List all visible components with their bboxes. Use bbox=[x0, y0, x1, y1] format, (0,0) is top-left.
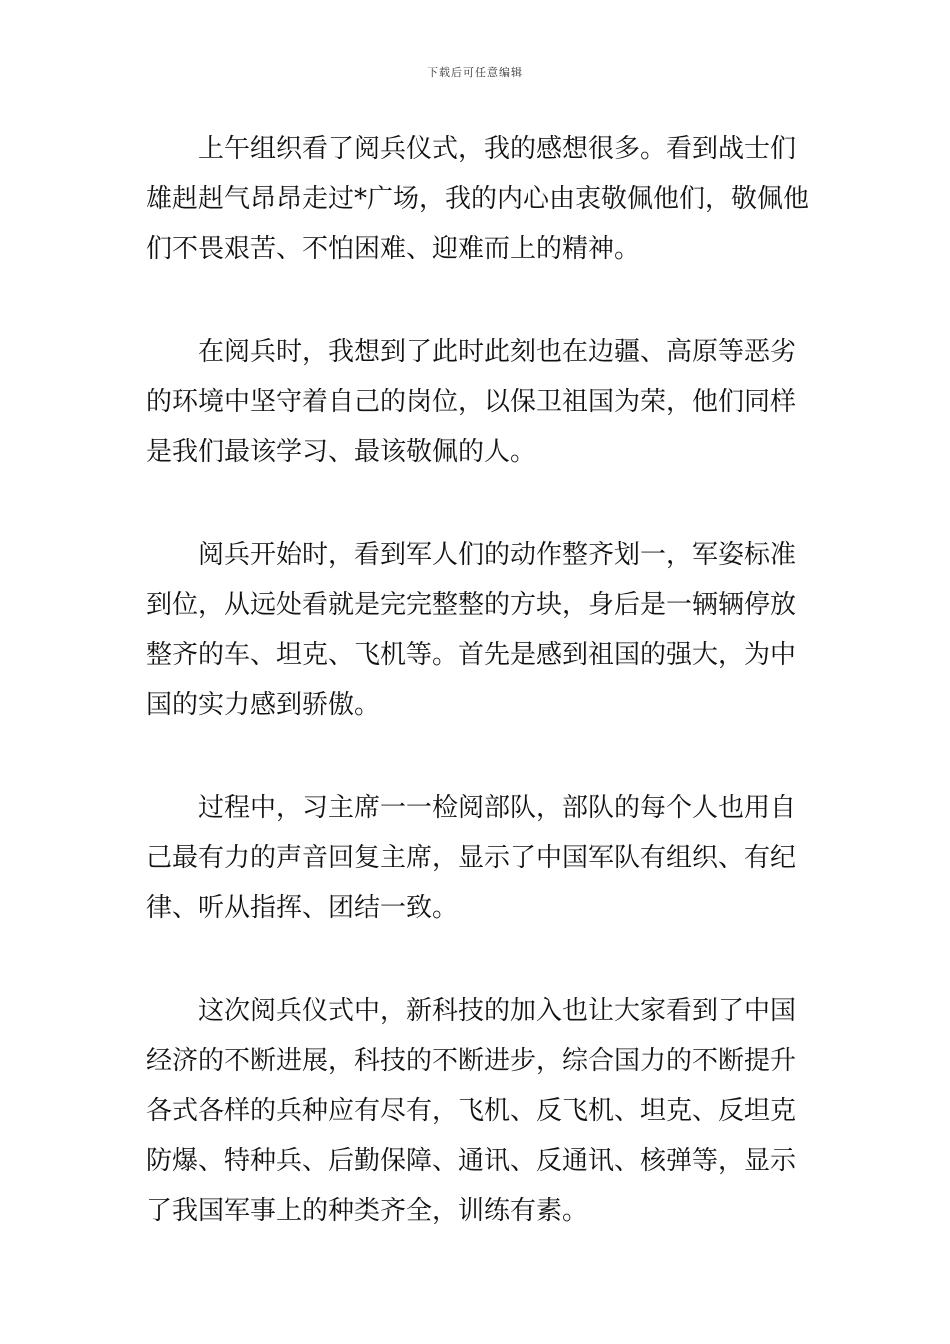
paragraph-line: 们不畏艰苦、不怕困难、迎难而上的精神。 bbox=[146, 234, 641, 264]
paragraph-line: 各式各样的兵种应有尽有，飞机、反飞机、坦克、反坦克 bbox=[146, 1096, 797, 1126]
paragraph-line: 阅兵开始时，看到军人们的动作整齐划一，军姿标准 bbox=[198, 540, 797, 570]
paragraph-1 bbox=[146, 124, 810, 274]
paragraph-3 bbox=[146, 530, 806, 730]
paragraph-line: 己最有力的声音回复主席，显示了中国军队有组织、有纪 bbox=[146, 843, 797, 873]
paragraph-line: 的环境中坚守着自己的岗位，以保卫祖国为荣，他们同样 bbox=[146, 387, 797, 417]
document-body bbox=[146, 124, 810, 1289]
paragraph-line: 雄赳赳气昂昂走过*广场，我的内心由衷敬佩他们，敬佩他 bbox=[146, 184, 810, 214]
paragraph-line: 在阅兵时，我想到了此时此刻也在边疆、高原等恶劣 bbox=[198, 337, 797, 367]
paragraph-line: 上午组织看了阅兵仪式，我的感想很多。看到战士们 bbox=[198, 134, 797, 164]
paragraph-line: 律、听从指挥、团结一致。 bbox=[146, 893, 459, 923]
paragraph-line: 过程中，习主席一一检阅部队，部队的每个人也用自 bbox=[198, 793, 797, 823]
paragraph-line: 这次阅兵仪式中，新科技的加入也让大家看到了中国 bbox=[198, 996, 797, 1026]
paragraph-5 bbox=[146, 986, 806, 1236]
paragraph-4 bbox=[146, 783, 806, 933]
paragraph-line: 了我国军事上的种类齐全，训练有素。 bbox=[146, 1196, 589, 1226]
paragraph-line: 到位，从远处看就是完完整整的方块，身后是一辆辆停放 bbox=[146, 590, 797, 620]
paragraph-line: 整齐的车、坦克、飞机等。首先是感到祖国的强大，为中 bbox=[146, 640, 797, 670]
paragraph-line: 防爆、特种兵、后勤保障、通讯、反通讯、核弹等，显示 bbox=[146, 1146, 797, 1176]
paragraph-line: 国的实力感到骄傲。 bbox=[146, 690, 381, 720]
header-note: 下载后可任意编辑 bbox=[427, 66, 523, 79]
paragraph-line: 是我们最该学习、最该敬佩的人。 bbox=[146, 437, 537, 467]
paragraph-line: 经济的不断进展，科技的不断进步，综合国力的不断提升 bbox=[146, 1046, 797, 1076]
paragraph-2 bbox=[146, 327, 806, 477]
